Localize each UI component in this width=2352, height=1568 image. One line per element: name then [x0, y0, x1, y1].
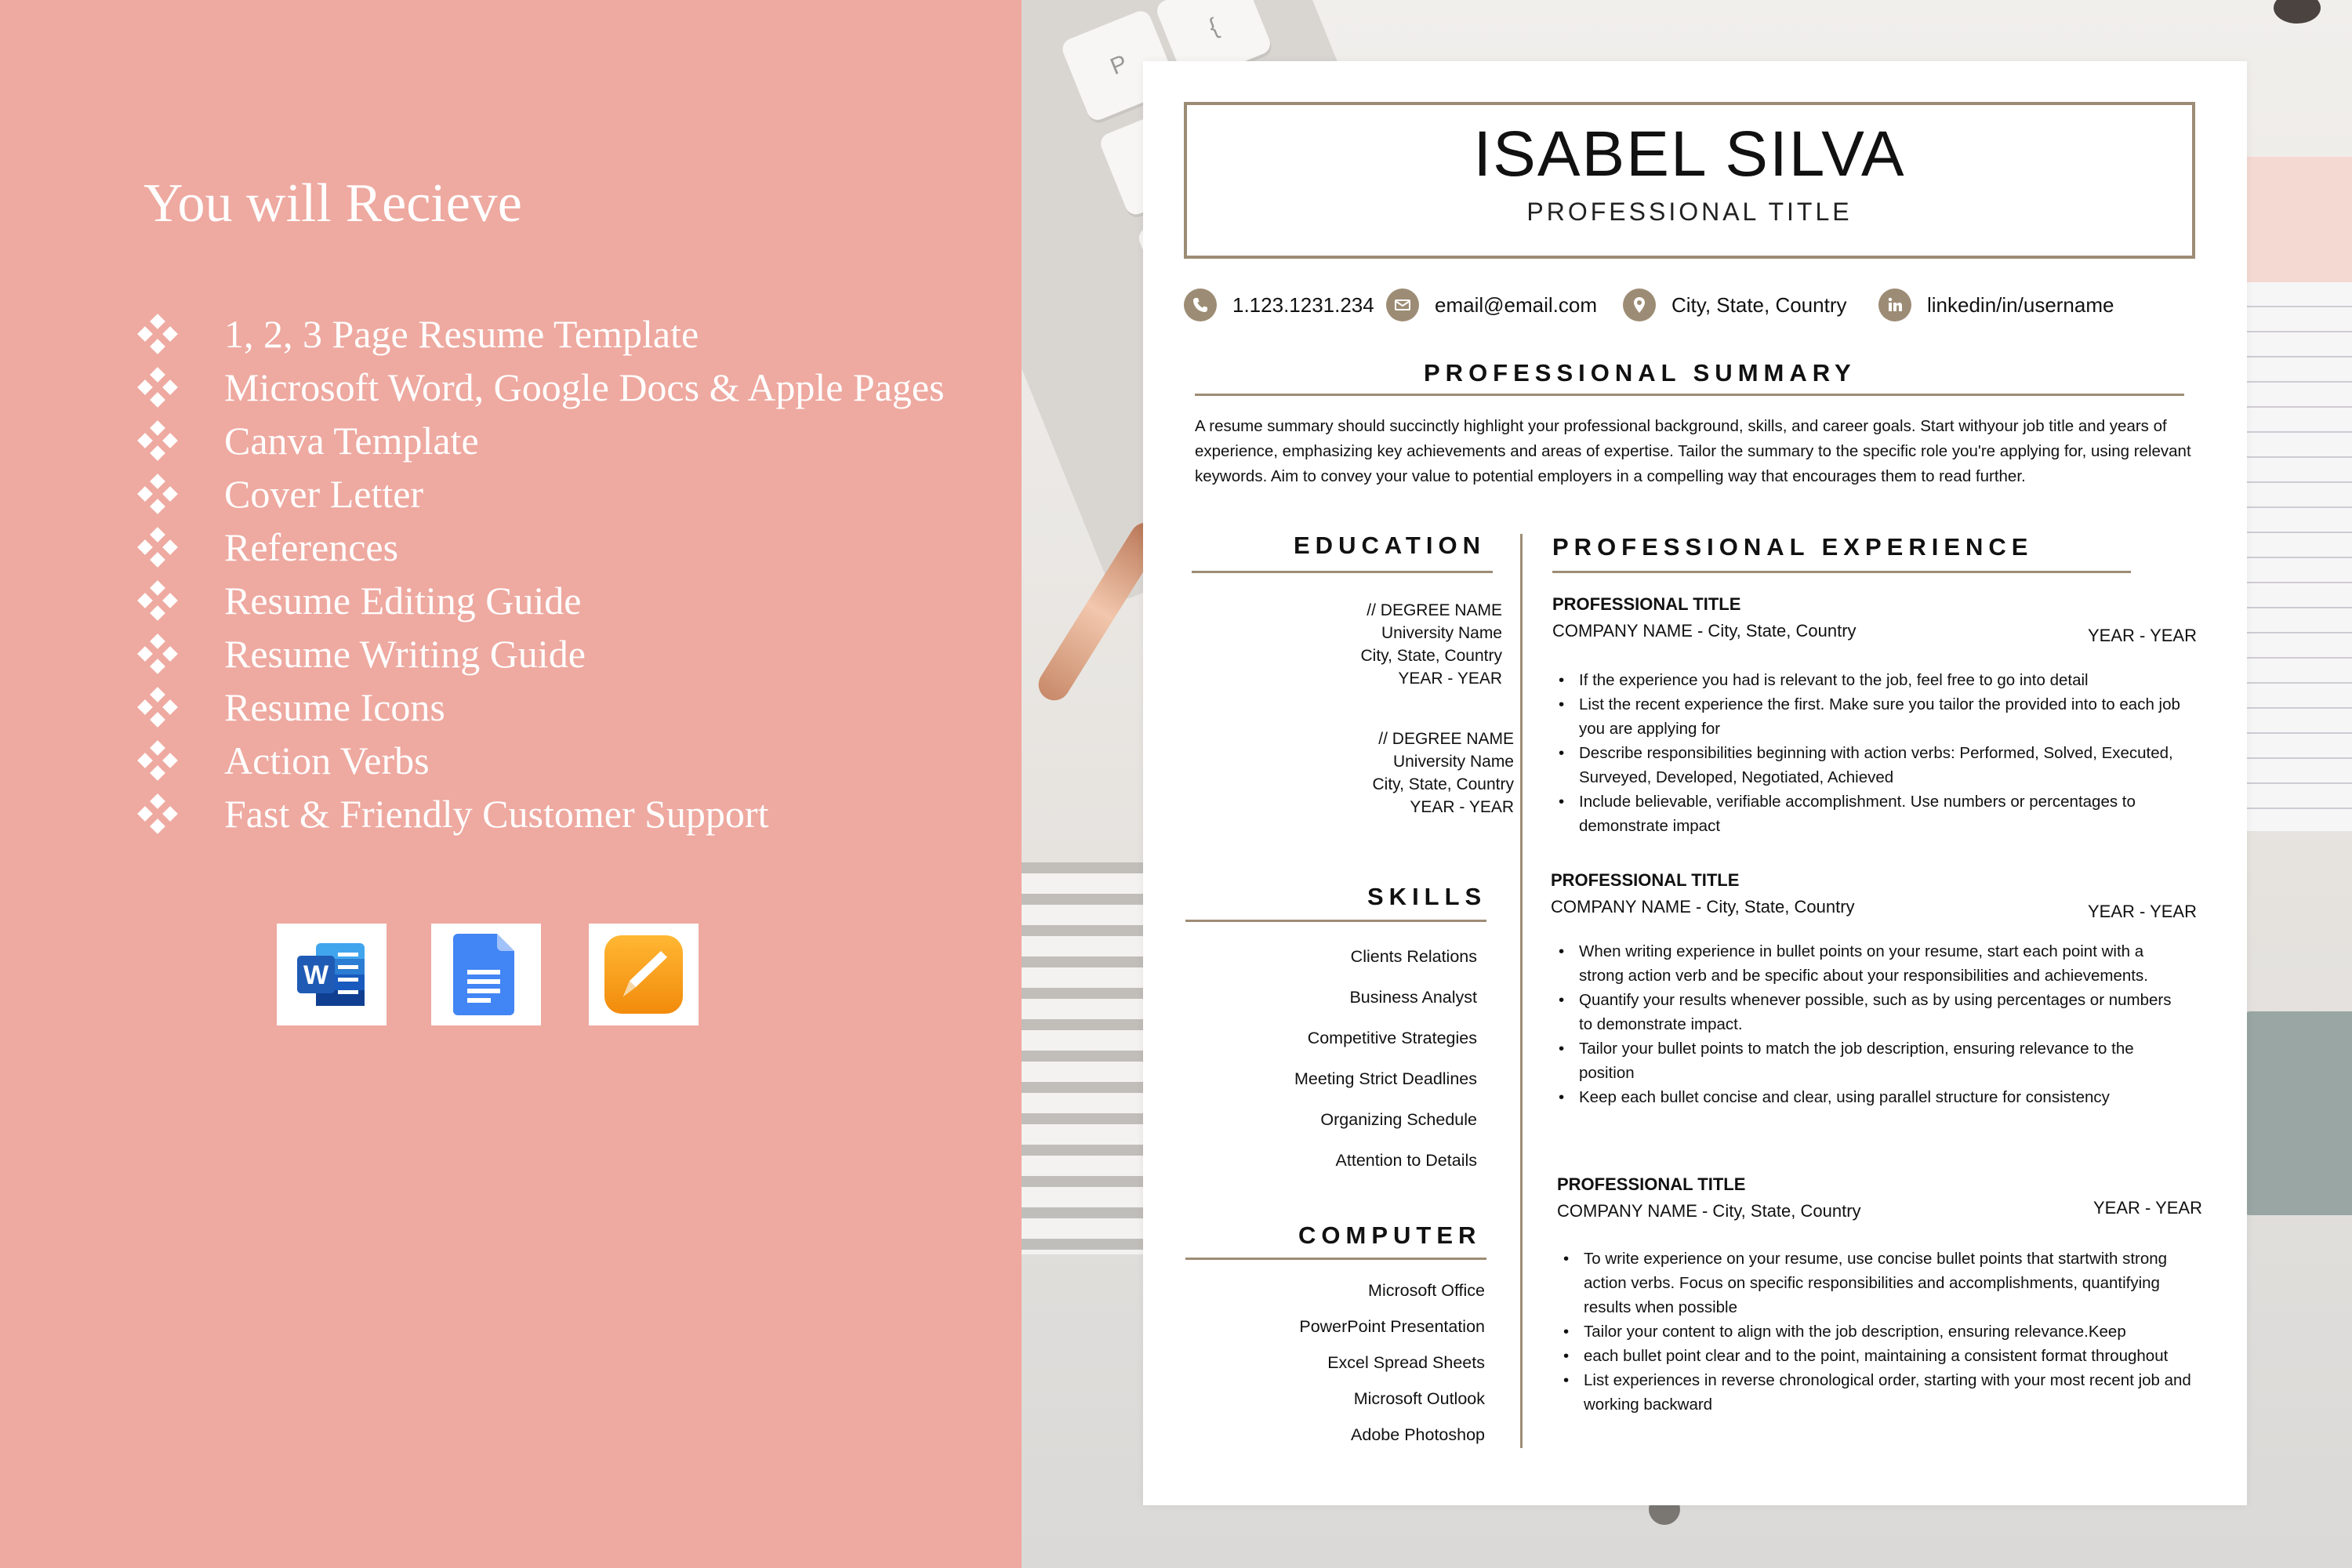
contact-phone — [1184, 285, 1374, 325]
resume-name: ISABEL SILVA — [1473, 118, 1906, 190]
diamond-bullet-icon — [138, 634, 177, 673]
degree-name: // DEGREE NAME — [1378, 730, 1514, 748]
diamond-bullet-icon — [138, 314, 177, 354]
education-location: City, State, Country — [1360, 647, 1502, 665]
diamond-bullet-icon — [138, 368, 177, 407]
list-item: • To write experience on your resume, use concise bullet points that startwith strong action verbs. Focus on specific responsibilities and accomplishments, quantifying results when possible — [1560, 1247, 2194, 1319]
phone-icon — [1184, 289, 1217, 321]
name-header-box — [1184, 102, 2195, 259]
degree-name: // DEGREE NAME — [1367, 601, 1502, 619]
education-entry — [1372, 728, 1514, 818]
job-bullets — [1555, 939, 2184, 1109]
company-name: COMPANY NAME - City, State, Country — [1557, 1201, 1861, 1221]
list-item: • Keep each bullet concise and clear, using parallel structure for consistency — [1555, 1085, 2184, 1109]
contact-location — [1623, 285, 1847, 325]
list-item-label: Resume Writing Guide — [224, 632, 586, 676]
skill-item: Organizing Schedule — [1320, 1110, 1477, 1129]
diamond-bullet-icon — [138, 741, 177, 780]
list-item: • Describe responsibilities beginning with action verbs: Performed, Solved, Executed, Surveyed, Developed, Negotiated, Achieved — [1555, 741, 2183, 789]
skill-item: Attention to Details — [1335, 1151, 1477, 1170]
google-docs-icon — [431, 924, 541, 1025]
list-item-label: References — [224, 525, 399, 569]
job-years: YEAR - YEAR — [2093, 1198, 2202, 1218]
divider — [1185, 920, 1486, 922]
list-item: • List the recent experience the first. Make sure you tailor the provided into to each job you are applying for — [1555, 692, 2183, 741]
diamond-bullet-icon — [138, 528, 177, 567]
skill-item: Clients Relations — [1350, 947, 1477, 966]
promo-list — [138, 307, 945, 840]
list-item — [138, 574, 945, 627]
location-text: City, State, Country — [1671, 292, 1847, 317]
resume-page — [1143, 61, 2247, 1505]
divider — [1185, 1258, 1486, 1260]
list-item: • Tailor your content to align with the job description, ensuring relevance.Keep — [1560, 1319, 2194, 1344]
list-item: • If the experience you had is relevant to the job, feel free to go into detail — [1555, 668, 2183, 692]
diamond-bullet-icon — [138, 794, 177, 833]
skill-item: Business Analyst — [1349, 988, 1477, 1007]
computer-skill-item: Excel Spread Sheets — [1327, 1353, 1485, 1372]
contact-email — [1386, 285, 1597, 325]
list-item-label: Resume Icons — [224, 685, 445, 729]
university-name: University Name — [1381, 624, 1502, 642]
computer-skill-item: Adobe Photoshop — [1351, 1425, 1485, 1444]
list-item-label: Resume Editing Guide — [224, 579, 582, 622]
apple-pages-icon — [589, 924, 699, 1025]
email-icon — [1386, 289, 1419, 321]
job-years: YEAR - YEAR — [2088, 626, 2197, 645]
list-item: • When writing experience in bullet points on your resume, start each point with a strong action verb and be specific about your responsibilities and achievements. — [1555, 939, 2184, 988]
computer-skill-item: Microsoft Office — [1368, 1281, 1485, 1300]
list-item: • each bullet point clear and to the point, maintaining a consistent format throughout — [1560, 1344, 2194, 1368]
company-name: COMPANY NAME - City, State, Country — [1552, 621, 1857, 641]
education-location: City, State, Country — [1372, 775, 1514, 793]
list-item-label: Action Verbs — [224, 739, 430, 782]
contact-linkedin — [1878, 285, 2114, 325]
decor-object — [2274, 0, 2321, 24]
diamond-bullet-icon — [138, 581, 177, 620]
education-entry — [1360, 599, 1502, 690]
education-heading: EDUCATION — [1294, 532, 1486, 559]
divider — [1552, 571, 2131, 573]
list-item: • Include believable, verifiable accomplishment. Use numbers or percentages to demonstrate impact — [1555, 789, 2183, 838]
resume-title: PROFESSIONAL TITLE — [1526, 198, 1853, 226]
phone-text: 1.123.1231.234 — [1232, 292, 1374, 317]
linkedin-icon — [1878, 289, 1911, 321]
list-item — [138, 521, 945, 574]
email-text: email@email.com — [1435, 292, 1597, 317]
list-item — [138, 361, 945, 414]
skill-item: Competitive Strategies — [1307, 1029, 1477, 1047]
computer-skill-item: PowerPoint Presentation — [1299, 1317, 1485, 1336]
list-item-label: Fast & Friendly Customer Support — [224, 792, 769, 836]
divider — [1192, 571, 1493, 573]
job-bullets — [1560, 1247, 2194, 1417]
list-item-label: Canva Template — [224, 419, 479, 463]
summary-heading: PROFESSIONAL SUMMARY — [1424, 359, 1857, 387]
job-title: PROFESSIONAL TITLE — [1557, 1174, 1746, 1194]
skill-item: Meeting Strict Deadlines — [1294, 1069, 1477, 1088]
location-pin-icon — [1623, 289, 1656, 321]
book — [2242, 1011, 2352, 1215]
list-item-label: Microsoft Word, Google Docs & Apple Pages — [224, 365, 945, 409]
list-item — [138, 467, 945, 521]
education-years: YEAR - YEAR — [1410, 798, 1514, 816]
job-title: PROFESSIONAL TITLE — [1552, 594, 1741, 614]
computer-heading: COMPUTER — [1298, 1221, 1482, 1249]
summary-text: A resume summary should succinctly highlight your professional background, skills, and career goals. Start withyour job title and years of experience, emphasizing key achievements and areas of expertise. Tailor the summary to the specific role you're applying for, using relevant keywords. Aim to convey your value to potential employers in a compelling way that encourages them to read further. — [1195, 417, 2191, 485]
list-item — [138, 734, 945, 787]
list-item: • List experiences in reverse chronological order, starting with your most recent job and working backward — [1560, 1368, 2194, 1417]
list-item — [138, 307, 945, 361]
svg-text:W: W — [303, 960, 329, 990]
list-item — [138, 627, 945, 681]
diamond-bullet-icon — [138, 421, 177, 460]
list-item-label: 1, 2, 3 Page Resume Template — [224, 312, 699, 356]
list-item — [138, 681, 945, 734]
list-item — [138, 787, 945, 840]
list-item: • Tailor your bullet points to match the job description, ensuring relevance to the position — [1555, 1036, 2184, 1085]
list-item — [138, 414, 945, 467]
computer-skill-item: Microsoft Outlook — [1353, 1389, 1485, 1408]
skills-heading: SKILLS — [1367, 883, 1487, 910]
linkedin-text: linkedin/in/username — [1927, 292, 2114, 317]
job-bullets — [1555, 668, 2183, 838]
job-title: PROFESSIONAL TITLE — [1551, 870, 1740, 890]
list-item: • Quantify your results whenever possible, such as by using percentages or numbers to demonstrate impact. — [1555, 988, 2184, 1036]
diamond-bullet-icon — [138, 688, 177, 727]
keyboard-key: { — [1154, 0, 1273, 85]
microsoft-word-icon — [277, 924, 387, 1025]
education-years: YEAR - YEAR — [1398, 670, 1502, 688]
list-item-label: Cover Letter — [224, 472, 424, 516]
company-name: COMPANY NAME - City, State, Country — [1551, 897, 1855, 916]
column-divider — [1520, 534, 1523, 1448]
job-years: YEAR - YEAR — [2088, 902, 2197, 921]
diamond-bullet-icon — [138, 474, 177, 514]
divider — [1195, 394, 2184, 396]
promo-title: You will Recieve — [143, 173, 522, 234]
promo-panel — [0, 0, 1022, 1568]
experience-heading: PROFESSIONAL EXPERIENCE — [1552, 533, 2034, 561]
university-name: University Name — [1392, 753, 1514, 771]
keyboard-key: P — [1059, 8, 1178, 123]
